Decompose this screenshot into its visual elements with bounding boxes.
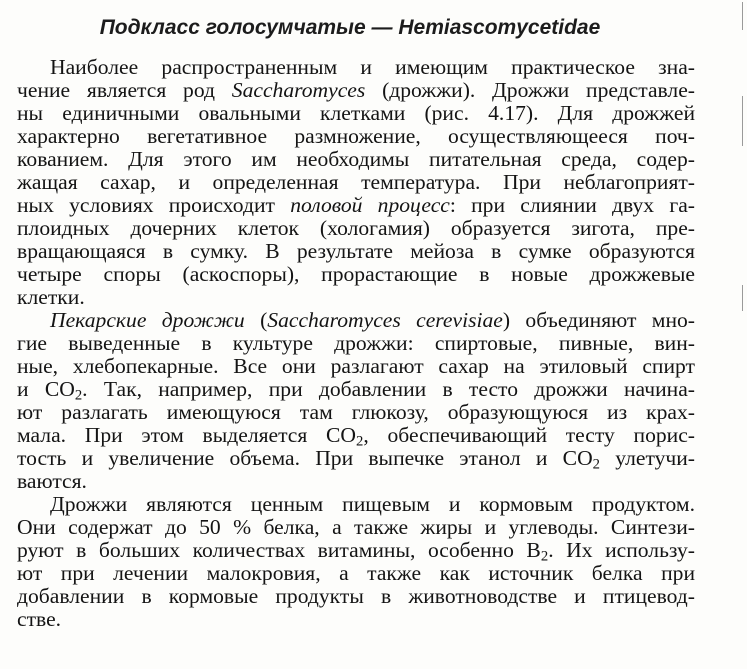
text-run: ваются. bbox=[17, 469, 87, 493]
text-run: . Их использу- bbox=[548, 538, 695, 562]
text-line bbox=[17, 125, 695, 148]
text-run: чение является род bbox=[17, 78, 232, 102]
heading-latin: Hemiascomycetidae bbox=[398, 16, 601, 39]
text-run: (дрожжи). Дрожжи представле- bbox=[365, 78, 695, 102]
text-run: , обеспечивающий тесту порис- bbox=[363, 423, 695, 447]
text-line bbox=[17, 470, 695, 493]
text-line bbox=[17, 148, 695, 171]
text-run: руют в больших количествах витамины, особенно B bbox=[17, 538, 541, 562]
text-run: гие выведенные в культуре дрожжи: спиртовые, пивные, вин- bbox=[17, 331, 695, 355]
text-run: ют разлагать имеющуюся там глюкозу, образующуюся из крах- bbox=[17, 400, 695, 424]
text-run: кованием. Для этого им необходимы питательная среда, содер- bbox=[17, 147, 695, 171]
text-line bbox=[17, 263, 695, 286]
text-run: характерно вегетативное размножение, осуществляющееся поч- bbox=[17, 124, 695, 148]
italic-term: Пекарские дрожжи bbox=[50, 308, 245, 332]
text-run: четыре споры (аскоспоры), прорастающие в новые дрожжевые bbox=[17, 262, 695, 286]
text-line bbox=[50, 493, 695, 516]
text-line bbox=[17, 332, 695, 355]
text-run: . Так, например, при добавлении в тесто дрожжи начина- bbox=[82, 377, 696, 401]
italic-term: половой процесс bbox=[290, 193, 450, 217]
heading-dash: — bbox=[371, 16, 393, 39]
text-line bbox=[17, 286, 695, 309]
text-run: и CO bbox=[17, 377, 75, 401]
text-line bbox=[17, 401, 695, 424]
text-line bbox=[17, 585, 695, 608]
text-run: Наиболее распространенным и имеющим практическое зна- bbox=[50, 55, 695, 79]
subscript: 2 bbox=[74, 387, 83, 404]
text-run: : при слиянии двух га- bbox=[449, 193, 695, 217]
text-run: клетки. bbox=[17, 285, 85, 309]
text-line bbox=[17, 608, 695, 631]
text-run: ( bbox=[244, 308, 268, 332]
page-edge-mark bbox=[742, 96, 743, 146]
text-run: плоидных дочерних клеток (хологамия) образуется зигота, пре- bbox=[17, 216, 695, 240]
page-edge-mark bbox=[742, 285, 743, 311]
text-line bbox=[17, 446, 695, 473]
text-line bbox=[50, 56, 695, 79]
text-line bbox=[17, 516, 695, 539]
subscript: 2 bbox=[356, 433, 364, 450]
text-run: мала. При этом выделяется CO bbox=[17, 423, 357, 447]
text-line bbox=[50, 309, 695, 332]
text-line bbox=[17, 240, 695, 263]
heading-russian: Подкласс голосумчатые bbox=[99, 16, 366, 39]
text-run: тость и увеличение объема. При выпечке этанол и CO bbox=[17, 446, 593, 470]
text-line bbox=[17, 562, 695, 585]
text-run: ные, хлебопекарные. Все они разлагают сахар на этиловый спирт bbox=[17, 354, 695, 378]
text-line bbox=[17, 102, 695, 125]
text-line bbox=[17, 377, 696, 404]
italic-term: Saccharomyces cerevisiae bbox=[267, 308, 503, 332]
text-run: Дрожжи являются ценным пищевым и кормовым продуктом. bbox=[50, 492, 695, 516]
text-run: улетучи- bbox=[600, 446, 695, 470]
text-run: жащая сахар, и определенная температура. При неблагоприят- bbox=[17, 170, 695, 194]
section-heading bbox=[0, 14, 700, 42]
text-line bbox=[17, 538, 695, 565]
text-line bbox=[17, 355, 695, 378]
text-line bbox=[17, 171, 695, 194]
subscript: 2 bbox=[540, 548, 549, 565]
text-line bbox=[17, 79, 695, 102]
text-run: ) объединяют мно- bbox=[502, 308, 695, 332]
italic-term: Saccharomyces bbox=[231, 78, 366, 102]
text-line bbox=[17, 217, 695, 240]
subscript: 2 bbox=[592, 456, 601, 473]
text-line bbox=[17, 423, 695, 450]
text-run: ных условиях происходит bbox=[17, 193, 291, 217]
page-edge-mark bbox=[742, 2, 743, 30]
text-run: ют при лечении малокровия, а также как источник белка при bbox=[17, 561, 695, 585]
text-run: Они содержат до 50 % белка, а также жиры и углеводы. Синтези- bbox=[17, 515, 695, 539]
text-line bbox=[17, 194, 695, 217]
text-run: стве. bbox=[17, 607, 62, 631]
text-run: вращающаяся в сумку. В результате мейоза в сумке образуются bbox=[17, 239, 695, 263]
text-run: ны единичными овальными клетками (рис. 4.17). Для дрожжей bbox=[17, 101, 695, 125]
text-run: добавлении в кормовые продукты в животноводстве и птицевод- bbox=[17, 584, 695, 608]
